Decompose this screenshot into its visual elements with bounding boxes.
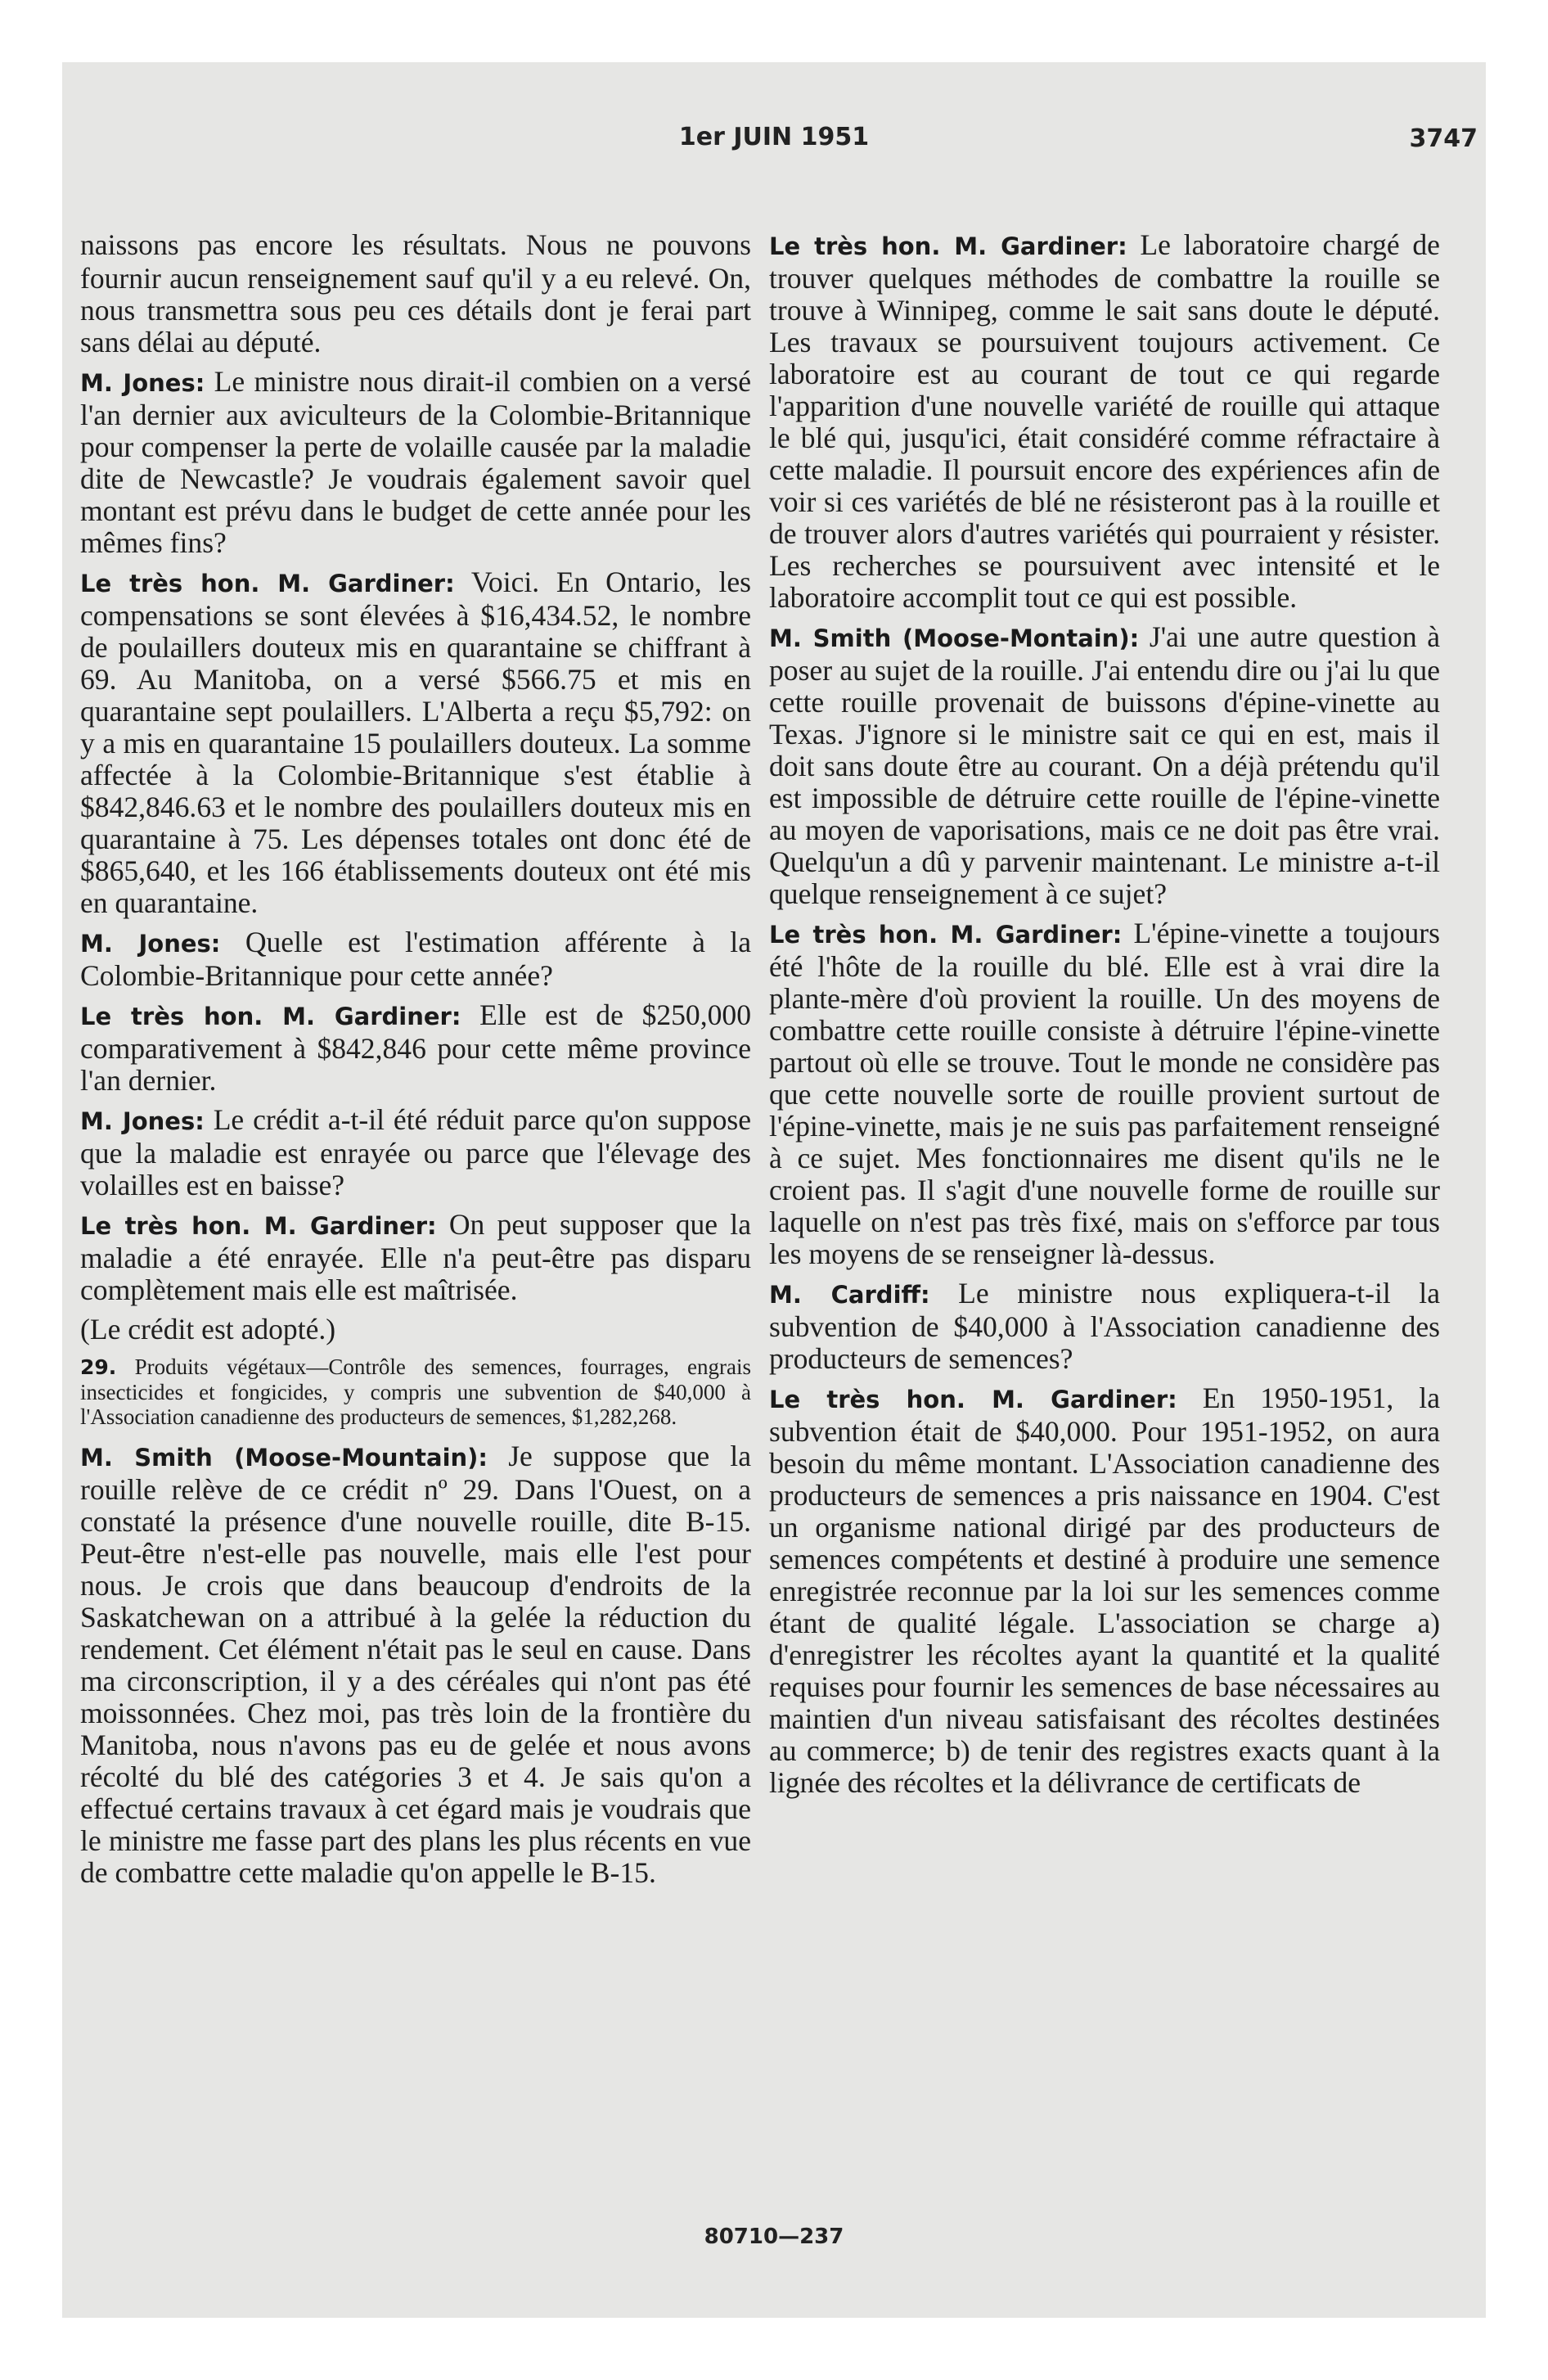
speaker-name: M. Jones:: [80, 930, 221, 958]
item-number: 29.: [80, 1355, 117, 1379]
paragraph-text: L'épine-vinette a toujours été l'hôte de la rouille du blé. Elle est à vrai dire la plante-mère d'où provient la rouille. Un des moyens de combattre cette rouille consiste à détruire l'épine-vinette partout où elle se trouve. Tout le monde ne considère pas que cette nouvelle sorte de rouille provient surtout de l'épine-vinette, mais je ne suis pas parfaitement renseigné à ce sujet. Mes fonctionnaires me disent qu'ils ne le croient pas. Il s'agit d'une nouvelle forme de rouille sur laquelle on n'est pas très fixé, mais on s'efforce par tous les moyens de se renseigner là-dessus.: [769, 917, 1440, 1270]
paragraph: [80, 1104, 751, 1201]
paragraph-text: (Le crédit est adopté.): [80, 1313, 336, 1346]
paragraph-text: Je suppose que la rouille relève de ce crédit nº 29. Dans l'Ouest, on a constaté la présence d'une nouvelle rouille, dite B-15. Peut-être n'est-elle pas nouvelle, mais elle l'est pour nous. Je crois que dans beaucoup d'endroits de la Saskatchewan on a attribué à la gelée la réduction du rendement. Cet élément n'était pas le seul en cause. Dans ma circonscription, il y a des céréales qui n'ont pas été moissonnées. Chez moi, pas très loin de la frontière du Manitoba, nous n'avons pas eu de gelée et nous avons récolté du blé des catégories 3 et 4. Je sais qu'on a effectué certains travaux à cet égard mais je voudrais que le ministre me fasse part des plans les plus récents en vue de combattre cette maladie qu'on appelle le B-15.: [80, 1440, 751, 1889]
paragraph: [80, 566, 751, 919]
paragraph: [769, 917, 1440, 1270]
paragraph: [80, 1314, 751, 1347]
paragraph-text: naissons pas encore les résultats. Nous ne pouvons fournir aucun renseignement sauf qu'il y a eu relevé. On, nous transmettra sous peu ces détails dont je ferai part sans délai au député.: [80, 228, 751, 358]
left-column: [80, 229, 751, 1896]
paragraph: [80, 366, 751, 559]
speaker-name: M. Smith (Moose-Montain):: [769, 624, 1140, 652]
paragraph: [80, 229, 751, 358]
item-text: Produits végétaux—Contrôle des semences, fourrages, engrais insecticides et fongicides, y compris une subvention de $40,000 à l'Association canadienne des producteurs de semences, $1,282,268.: [80, 1355, 751, 1429]
paragraph-text: On peut supposer que la maladie a été enrayée. Elle n'a peut-être pas disparu complètement mais elle est maîtrisée.: [80, 1208, 751, 1306]
paragraph: [80, 999, 751, 1097]
paragraph-text: Le crédit a-t-il été réduit parce qu'on suppose que la maladie est enrayée ou parce que l'élevage des volailles est en baisse?: [80, 1103, 751, 1201]
speaker-name: Le très hon. M. Gardiner:: [769, 921, 1123, 949]
speaker-name: M. Cardiff:: [769, 1281, 930, 1309]
budget-item: [80, 1355, 751, 1429]
speaker-name: M. Jones:: [80, 1107, 205, 1135]
speaker-name: Le très hon. M. Gardiner:: [80, 1212, 437, 1240]
paragraph: [80, 926, 751, 992]
page-number: 3747: [1409, 124, 1478, 153]
paragraph: [80, 1440, 751, 1889]
paragraph-text: Le laboratoire chargé de trouver quelques méthodes de combattre la rouille se trouve à Winnipeg, comme le sait sans doute le député. Les travaux se poursuivent toujours activement. Ce laboratoire est au courant de tout ce qui regarde l'apparition d'une nouvelle variété de rouille qui attaque le blé qui, jusqu'ici, était considéré comme réfractaire à cette maladie. Il poursuit encore des expériences afin de voir si ces variétés de blé ne résisteront pas à la rouille et de trouver alors d'autres variétés qui pourraient y résister. Les recherches se poursuivent avec intensité et le laboratoire accomplit tout ce qui est possible.: [769, 228, 1440, 614]
right-column: [769, 229, 1440, 1806]
speaker-name: Le très hon. M. Gardiner:: [80, 570, 455, 597]
page-date: 1er JUIN 1951: [678, 123, 870, 151]
paragraph-text: Le ministre nous dirait-il combien on a versé l'an dernier aux aviculteurs de la Colombie-Britannique pour compenser la perte de volaille causée par la maladie dite de Newcastle? Je voudrais également savoir quel montant est prévu dans le budget de cette année pour les mêmes fins?: [80, 365, 751, 559]
speaker-name: Le très hon. M. Gardiner:: [769, 232, 1127, 260]
speaker-name: Le très hon. M. Gardiner:: [769, 1386, 1177, 1413]
paragraph-text: En 1950-1951, la subvention était de $40,000. Pour 1951-1952, on aura besoin du même montant. L'Association canadienne des producteurs de semences a pris naissance en 1904. C'est un organisme national dirigé par des producteurs de semences compétents et destiné à produire une semence enregistrée reconnue par la loi sur les semences comme étant de qualité légale. L'association se charge a) d'enregistrer les récoltes ayant la quantité et la qualité requises pour fournir les semences de base nécessaires au maintien d'un niveau satisfaisant des récoltes destinées au commerce; b) de tenir des registres exacts quant à la lignée des récoltes et la délivrance de certificats de: [769, 1382, 1440, 1799]
speaker-name: M. Jones:: [80, 369, 205, 397]
paragraph-text: J'ai une autre question à poser au sujet de la rouille. J'ai entendu dire ou j'ai lu que cette rouille provenait de buissons d'épine-vinette au Texas. J'ignore si le ministre sait ce qui en est, mais il doit sans doute être au courant. On a déjà prétendu qu'il est impossible de détruire cette rouille de l'épine-vinette au moyen de vaporisations, mais ce ne doit pas être vrai. Quelqu'un a dû y parvenir maintenant. Le ministre a-t-il quelque renseignement à ce sujet?: [769, 620, 1441, 910]
paragraph: [769, 1278, 1440, 1375]
paragraph: [769, 621, 1440, 910]
paragraph-text: Voici. En Ontario, les compensations se sont élevées à $16,434.52, le nombre de poulaillers douteux mis en quarantaine se chiffrant à 69. Au Manitoba, on a versé $566.75 et mis en quarantaine sept poulaillers. L'Alberta a reçu $5,792: on y a mis en quarantaine 15 poulaillers douteux. La somme affectée à la Colombie-Britannique s'est établie à $842,846.63 et le nombre des poulaillers douteux mis en quarantaine à 75. Les dépenses totales ont donc été de $865,640, et les 166 établissements douteux ont été mis en quarantaine.: [80, 566, 751, 919]
paragraph: [80, 1209, 751, 1306]
page-header: [62, 123, 1486, 172]
paragraph: [769, 229, 1440, 614]
paragraph: [769, 1382, 1440, 1799]
speaker-name: Le très hon. M. Gardiner:: [80, 1003, 461, 1030]
paragraph-text: Quelle est l'estimation afférente à la Colombie-Britannique pour cette année?: [80, 926, 751, 992]
paragraph-text: Le ministre nous expliquera-t-il la subvention de $40,000 à l'Association canadienne des producteurs de semences?: [769, 1277, 1440, 1375]
page-footer-code: 80710—237: [704, 2224, 844, 2249]
speaker-name: M. Smith (Moose-Mountain):: [80, 1444, 488, 1472]
paragraph-text: Elle est de $250,000 comparativement à $842,846 pour cette même province l'an dernier.: [80, 998, 751, 1097]
